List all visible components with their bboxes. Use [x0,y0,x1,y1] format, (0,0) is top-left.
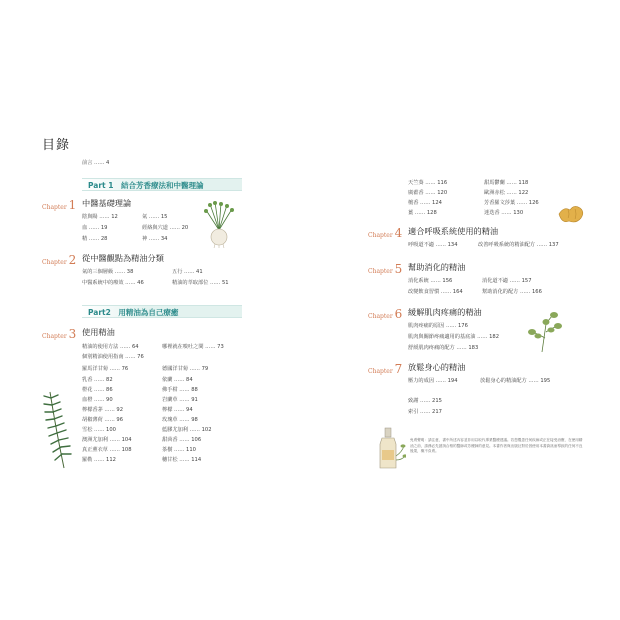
toc-entry[interactable]: 精 …… 28 [82,236,108,242]
toc-entry[interactable]: 迷迭香 …… 130 [484,210,524,216]
toc-entry[interactable]: 甜茴香 …… 106 [162,437,202,443]
toc-entry[interactable]: 氣的三個層級 …… 38 [82,269,134,275]
toc-entry[interactable]: 雪松 …… 100 [82,427,116,433]
chapter-number: 1 [68,198,77,212]
toc-entry[interactable]: 消化道不適 …… 157 [482,278,532,284]
toc-entry[interactable]: 檀香 …… 124 [408,200,442,206]
toc-entry[interactable]: 甜馬鬱蘭 …… 118 [484,180,529,186]
chapter-2-title[interactable]: 從中醫觀點為精油分類 [82,253,164,263]
toc-entry[interactable]: 薑 …… 128 [408,210,437,216]
chapter-number: 3 [68,327,77,341]
chapter-1-title[interactable]: 中醫基礎理論 [82,198,132,208]
toc-entry[interactable]: 舒緩肌肉疼痛的配方 …… 183 [408,345,479,351]
toc-entry[interactable]: 致謝 …… 215 [408,398,442,404]
chapter-6-label [368,307,402,321]
toc-entry[interactable]: 精油的萃取部位 …… 51 [172,280,229,286]
chapter-2-label [42,253,76,267]
toc-entry[interactable]: 中醫系統中的療效 …… 46 [82,280,144,286]
chapter-number: 2 [68,253,77,267]
toc-entry[interactable]: 佛手柑 …… 88 [162,387,198,393]
toc-entry[interactable]: 橙花 …… 86 [82,387,113,393]
chapter-number: 7 [394,362,403,376]
toc-entry[interactable]: 神 …… 34 [142,236,168,242]
toc-entry[interactable]: 索引 …… 217 [408,409,442,415]
toc-entry[interactable]: 肌肉與關節疼痛適用的基底油 …… 182 [408,334,500,340]
toc-entry[interactable]: 玫瑰草 …… 98 [162,417,198,423]
oil-bottle-illustration [372,426,406,472]
toc-entry[interactable]: 哪裡就在嗅吐之間 …… 73 [162,344,224,350]
toc-entry[interactable]: 精油的使用方法 …… 64 [82,344,139,350]
chapter-6-title[interactable]: 緩解肌肉疼痛的精油 [408,307,482,317]
ginger-illustration [556,200,586,226]
toc-entry[interactable]: 陰與陽 …… 12 [82,214,118,220]
chapter-prefix: Chapter [42,333,67,340]
toc-entry[interactable]: 檸檬 …… 94 [162,407,193,413]
toc-entry[interactable]: 消化系統 …… 156 [408,278,453,284]
part-2-band [82,305,242,318]
herb-bulb-illustration [200,200,238,248]
chapter-prefix: Chapter [368,268,393,275]
part-1-band [82,178,242,191]
chapter-4-label [368,226,402,240]
chapter-5-title[interactable]: 幫助消化的精油 [408,262,466,272]
toc-entry[interactable]: 芳香羅文莎葉 …… 126 [484,200,539,206]
toc-entry[interactable]: 經絡與穴道 …… 20 [142,225,189,231]
toc-entry[interactable]: 藍膠尤加利 …… 102 [162,427,212,433]
toc-entry[interactable]: 德國洋甘菊 …… 79 [162,366,209,372]
toc-entry[interactable]: 改變飲食習慣 …… 164 [408,289,463,295]
rosemary-illustration [40,390,76,470]
chapter-4-title[interactable]: 適合呼吸系統使用的精油 [408,226,499,236]
toc-entry[interactable]: 血橙 …… 90 [82,397,113,403]
toc-entry[interactable]: 真正薰衣草 …… 108 [82,447,132,453]
toc-entry[interactable]: 幫助消化的配方 …… 166 [482,289,542,295]
chapter-number: 5 [394,262,403,276]
toc-entry[interactable]: 五行 …… 41 [172,269,203,275]
toc-entry[interactable]: 歐洲赤松 …… 122 [484,190,529,196]
part-1-label: Part 1 結合芳香療法和中醫理論 [88,181,204,190]
chapter-7-label [368,362,402,376]
chapter-7-title[interactable]: 放鬆身心的精油 [408,362,466,372]
chapter-prefix: Chapter [42,259,67,266]
chapter-prefix: Chapter [368,313,393,320]
chapter-prefix: Chapter [368,232,393,239]
toc-entry[interactable]: 羅勒 …… 112 [82,457,116,463]
chapter-prefix: Chapter [42,204,67,211]
herb-sprig-illustration [524,310,564,354]
toc-entry[interactable]: 血 …… 19 [82,225,108,231]
disclaimer-note: 免責聲明：請注意，書中所述內容並非用以取代專業醫療建議。若您罹患任何疾病或正在接受治療，在使用精油之前，請務必先諮詢合格的醫師或芳療師的意見。本書作者與出版社對於因使用本書資訊而導致的任何不良後果，概不負責。 [410,438,583,454]
toc-entry[interactable]: 改善呼吸系統的精油配方 …… 137 [478,242,559,248]
toc-entry[interactable]: 茶樹 …… 110 [162,447,196,453]
toc-entry[interactable]: 呼吸道不適 …… 134 [408,242,458,248]
toc-entry[interactable]: 澳洲尤加利 …… 104 [82,437,132,443]
toc-entry[interactable]: 氣 …… 15 [142,214,168,220]
chapter-3-label [42,327,76,341]
toc-entry[interactable]: 岩蘭草 …… 91 [162,397,198,403]
toc-entry[interactable]: 乳香 …… 82 [82,377,113,383]
toc-entry[interactable]: 天竺葵 …… 116 [408,180,448,186]
toc-entry[interactable]: 壓力的成因 …… 194 [408,378,458,384]
toc-entry[interactable]: 羅馬洋甘菊 …… 76 [82,366,129,372]
chapter-5-label [368,262,402,276]
page-title: 目錄 [42,138,71,153]
toc-entry[interactable]: 放鬆身心的精油配方 …… 195 [480,378,551,384]
toc-entry[interactable]: 胡椒薄荷 …… 96 [82,417,124,423]
toc-entry[interactable]: 依蘭 …… 84 [162,377,193,383]
chapter-prefix: Chapter [368,368,393,375]
preface-entry[interactable]: 前言 …… 4 [82,160,110,166]
toc-entry[interactable]: 個別精油使用指南 …… 76 [82,354,144,360]
part-2-label: Part2 用精油為自己療癒 [88,308,179,317]
chapter-3-title[interactable]: 使用精油 [82,327,115,337]
chapter-number: 4 [394,226,403,240]
toc-entry[interactable]: 穗甘松 …… 114 [162,457,202,463]
toc-entry[interactable]: 廣藿香 …… 120 [408,190,448,196]
chapter-1-label [42,198,76,212]
toc-entry[interactable]: 檸檬香茅 …… 92 [82,407,124,413]
toc-entry[interactable]: 肌肉疼痛的原因 …… 176 [408,323,468,329]
chapter-number: 6 [394,307,403,321]
